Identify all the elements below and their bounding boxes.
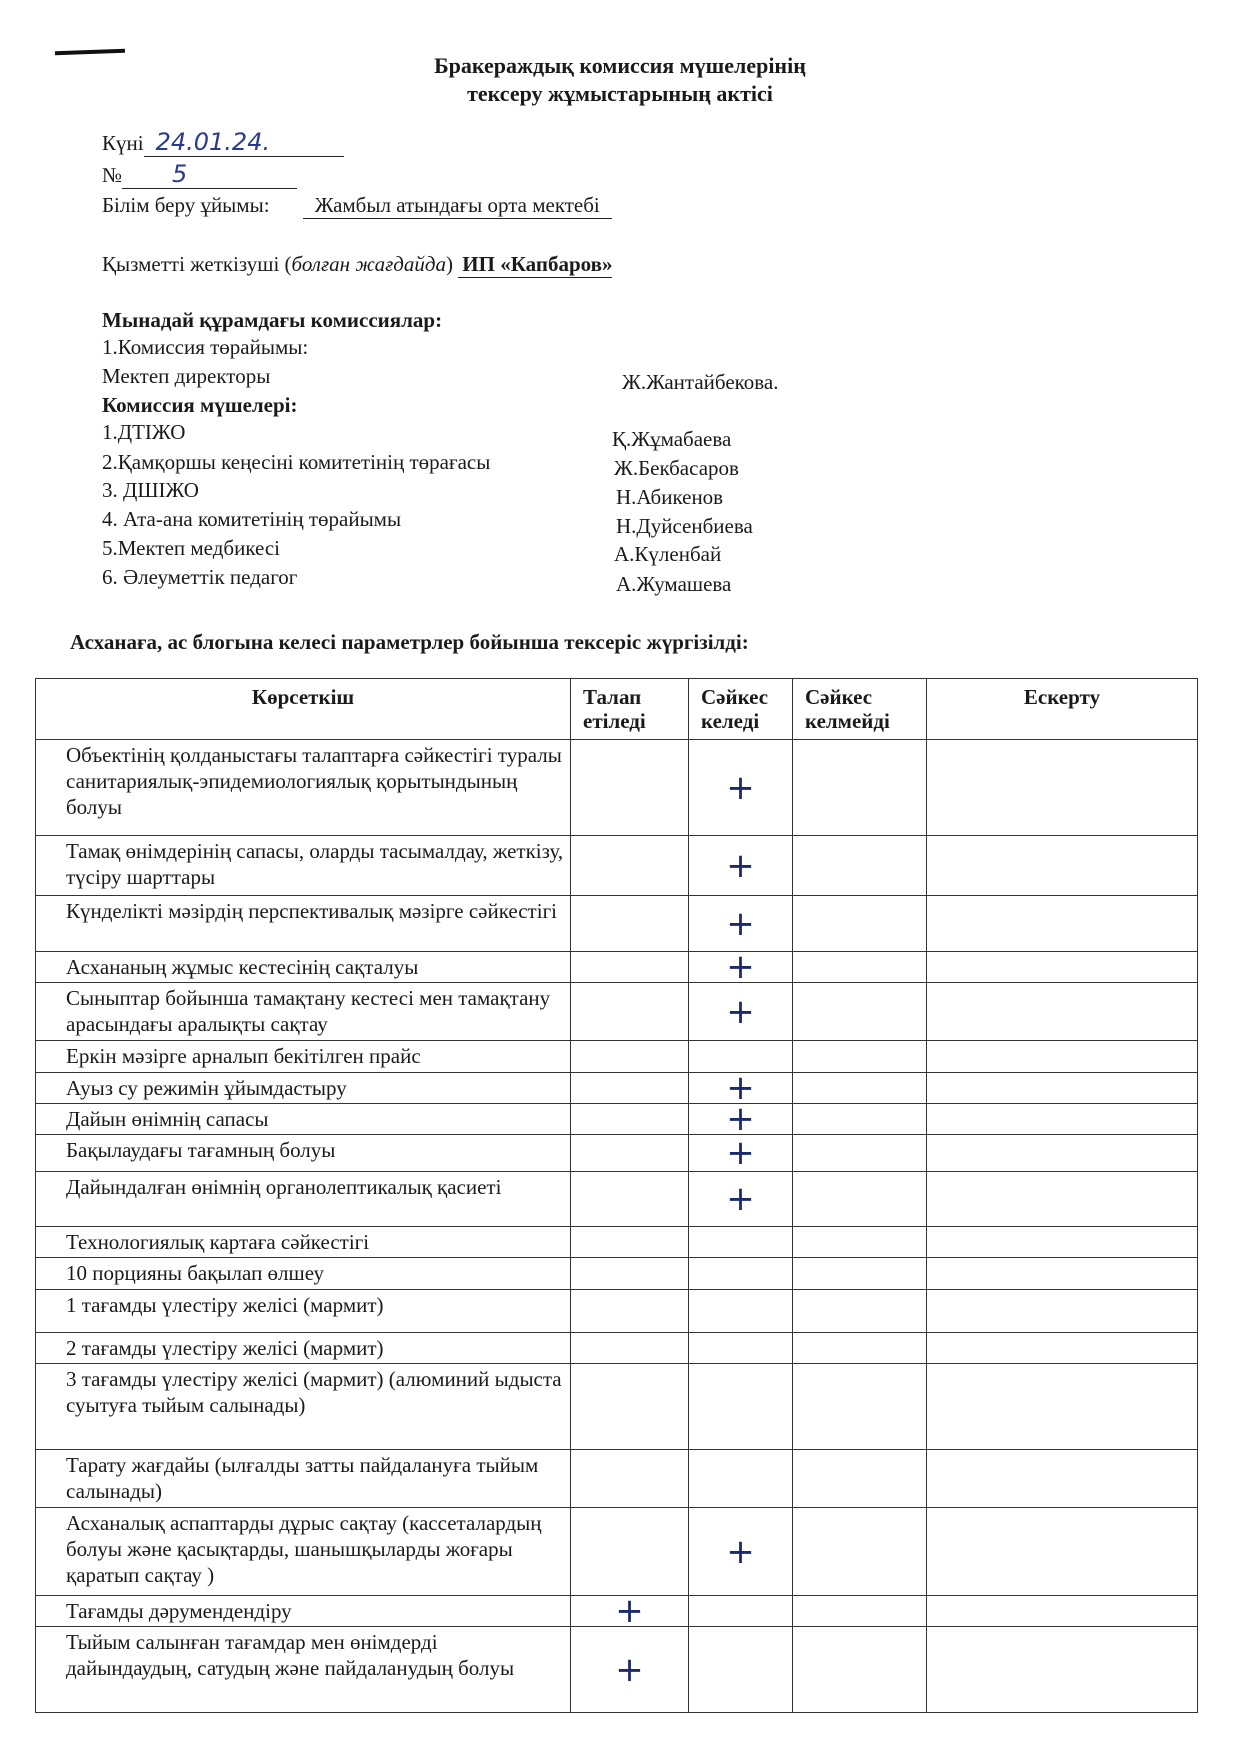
note-cell [927,836,1198,896]
compliant-cell: + [689,1104,793,1135]
noncompliant-cell [793,1450,927,1508]
note-cell [927,1627,1198,1713]
note-cell [927,1135,1198,1172]
compliant-cell: + [689,1073,793,1104]
compliant-cell: + [689,896,793,952]
indicator-cell: 1 тағамды үлестіру желісі (мармит) [36,1290,571,1333]
number-label: № [102,163,123,187]
member-name: Ж.Бекбасаров [614,456,739,480]
table-row [36,740,1198,836]
table-row [36,836,1198,896]
date-line [102,128,344,157]
inspection-table [35,678,1198,1713]
member-name: А.Күленбай [614,542,722,566]
noncompliant-cell [793,1041,927,1073]
member-name: Н.Абикенов [616,485,724,509]
indicator-cell: Тыйым салынған тағамдар мен өнімдерді дайындаудың, сатудың және пайдаланудың болуы [36,1627,571,1713]
required-cell [571,1333,689,1364]
indicator-cell: Күнделікті мәзірдің перспективалық мәзірге сәйкестігі [36,896,571,952]
required-cell [571,1508,689,1596]
compliant-cell [689,1596,793,1627]
required-cell [571,1172,689,1227]
indicator-cell: Тарату жағдайы (ылғалды затты пайдалануға тыйым салынады) [36,1450,571,1508]
members-heading: Комиссия мүшелері: [102,393,298,417]
note-cell [927,1258,1198,1290]
noncompliant-cell [793,1258,927,1290]
table-row [36,1041,1198,1073]
compliant-cell: + [689,836,793,896]
member-role: 5.Мектеп медбикесі [102,536,280,560]
commission-heading: Мынадай құрамдағы комиссиялар: [102,308,443,332]
noncompliant-cell [793,740,927,836]
member-role: 2.Қамқоршы кеңесіні комитетінің төрағасы [102,450,491,474]
note-cell [927,1508,1198,1596]
required-cell [571,1290,689,1333]
indicator-cell: Асхананың жұмыс кестесінің сақталуы [36,952,571,983]
compliant-cell: + [689,740,793,836]
org-label: Білім беру ұйымы: [102,193,270,217]
noncompliant-cell [793,1627,927,1713]
indicator-cell: 10 порцияны бақылап өлшеу [36,1258,571,1290]
note-cell [927,1596,1198,1627]
compliant-cell [689,1450,793,1508]
noncompliant-cell [793,1364,927,1450]
table-row [36,1104,1198,1135]
note-cell [927,1450,1198,1508]
note-cell [927,1041,1198,1073]
table-row [36,983,1198,1041]
table-row [36,1172,1198,1227]
table-row [36,952,1198,983]
required-cell: + [571,1596,689,1627]
note-cell [927,983,1198,1041]
indicator-cell: Объектінің қолданыстағы талаптарға сәйкестігі туралы санитариялық-эпидемиологиялық қорытындының болуы [36,740,571,836]
member-name: Қ.Жұмабаева [612,427,732,451]
column-header-indicator: Көрсеткіш [36,679,571,740]
indicator-cell: Тағамды дәрумендендіру [36,1596,571,1627]
table-row [36,1627,1198,1713]
noncompliant-cell [793,1333,927,1364]
indicator-cell: Тамақ өнімдерінің сапасы, оларды тасымалдау, жеткізу, түсіру шарттары [36,836,571,896]
compliant-cell [689,1364,793,1450]
table-row [36,1290,1198,1333]
required-cell [571,1450,689,1508]
date-label: Күні [102,131,144,155]
required-cell [571,1364,689,1450]
noncompliant-cell [793,896,927,952]
supplier-line [102,252,612,278]
required-cell [571,1041,689,1073]
table-row [36,1073,1198,1104]
table-row [36,1450,1198,1508]
noncompliant-cell [793,952,927,983]
indicator-cell: Еркін мәзірге арналып бекітілген прайс [36,1041,571,1073]
required-cell [571,1135,689,1172]
supplier-note: болған жағдайда [291,252,447,276]
noncompliant-cell [793,1172,927,1227]
compliant-cell: + [689,1508,793,1596]
table-row [36,1596,1198,1627]
compliant-cell [689,1290,793,1333]
compliant-cell [689,1227,793,1258]
note-cell [927,1227,1198,1258]
number-line [102,160,297,189]
supplier-label: Қызметті жеткізуші ( [102,252,292,276]
noncompliant-cell [793,1508,927,1596]
table-row [36,1227,1198,1258]
noncompliant-cell [793,1104,927,1135]
required-cell [571,896,689,952]
note-cell [927,1364,1198,1450]
note-cell [927,896,1198,952]
document-title [0,52,1240,108]
chair-name: Ж.Жантайбекова. [622,370,779,394]
indicator-cell: 3 тағамды үлестіру желісі (мармит) (алюминий ыдыста суытуға тыйым салынады) [36,1364,571,1450]
required-cell [571,1227,689,1258]
compliant-cell: + [689,983,793,1041]
date-value: 24.01.24. [155,128,271,156]
indicator-cell: Асханалық аспаптарды дұрыс сақтау (кассеталардың болуы және қасықтарды, шанышқыларды жоғары қаратып сақтау ) [36,1508,571,1596]
note-cell [927,1172,1198,1227]
compliant-cell [689,1333,793,1364]
compliant-cell [689,1627,793,1713]
title-line-2: тексеру жұмыстарының актісі [467,81,773,106]
compliant-cell: + [689,952,793,983]
note-cell [927,1290,1198,1333]
inspection-heading: Асханаға, ас блогына келесі параметрлер бойынша тексеріс жүргізілді: [70,630,749,654]
member-role: 1.ДТІЖО [102,420,186,444]
supplier-close: ) [446,252,454,276]
indicator-cell: 2 тағамды үлестіру желісі (мармит) [36,1333,571,1364]
table-row [36,1135,1198,1172]
member-role: 4. Ата-ана комитетінің төрайымы [102,507,402,531]
member-name: Н.Дуйсенбиева [616,514,753,538]
chair-label: 1.Комиссия төрайымы: [102,335,309,359]
noncompliant-cell [793,1073,927,1104]
required-cell [571,740,689,836]
table-row [36,1508,1198,1596]
required-cell [571,952,689,983]
noncompliant-cell [793,1227,927,1258]
indicator-cell: Сыныптар бойынша тамақтану кестесі мен тамақтану арасындағы аралықты сақтау [36,983,571,1041]
indicator-cell: Ауыз су режимін ұйымдастыру [36,1073,571,1104]
compliant-cell: + [689,1172,793,1227]
indicator-cell: Бақылаудағы тағамның болуы [36,1135,571,1172]
noncompliant-cell [793,1135,927,1172]
column-header-note: Ескерту [927,679,1198,740]
note-cell [927,1073,1198,1104]
required-cell [571,983,689,1041]
table-row [36,1333,1198,1364]
noncompliant-cell [793,983,927,1041]
member-name: А.Жумашева [616,572,732,596]
column-header-compliant: Сәйкес келеді [689,679,793,740]
note-cell [927,740,1198,836]
required-cell: + [571,1627,689,1713]
column-header-required: Талап етіледі [571,679,689,740]
required-cell [571,1073,689,1104]
supplier-value: ИП «Капбаров» [458,252,612,278]
member-role: 6. Әлеуметтік педагог [102,565,298,589]
member-role: 3. ДШІЖО [102,478,199,502]
noncompliant-cell [793,1596,927,1627]
required-cell [571,1258,689,1290]
note-cell [927,952,1198,983]
org-line [102,193,612,219]
indicator-cell: Технологиялық картаға сәйкестігі [36,1227,571,1258]
column-header-noncompliant: Сәйкес келмейді [793,679,927,740]
table-row [36,1258,1198,1290]
compliant-cell: + [689,1135,793,1172]
noncompliant-cell [793,836,927,896]
note-cell [927,1333,1198,1364]
noncompliant-cell [793,1290,927,1333]
table-header-row [36,679,1198,740]
org-value: Жамбыл атындағы орта мектебі [303,193,612,219]
required-cell [571,836,689,896]
table-row [36,1364,1198,1450]
title-line-1: Бракераждық комиссия мүшелерінің [434,53,806,78]
number-value: 5 [172,160,188,188]
chair-role: Мектеп директоры [102,364,271,388]
table-row [36,896,1198,952]
required-cell [571,1104,689,1135]
indicator-cell: Дайын өнімнің сапасы [36,1104,571,1135]
indicator-cell: Дайындалған өнімнің органолептикалық қасиеті [36,1172,571,1227]
compliant-cell [689,1258,793,1290]
note-cell [927,1104,1198,1135]
